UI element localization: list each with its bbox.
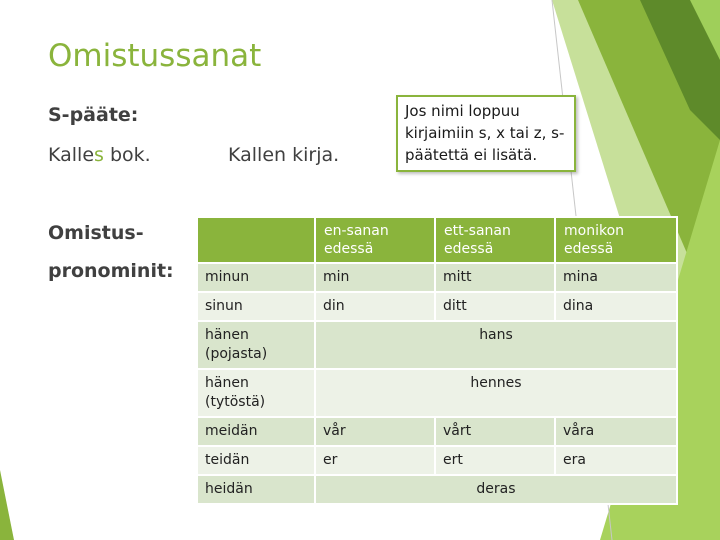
ett-cell: vårt [435,417,555,446]
en-cell: er [315,446,435,475]
header-plural: monikon edessä [555,217,677,263]
person-cell: hänen (pojasta) [197,321,315,369]
example-finnish: Kallen kirja. [228,144,340,166]
en-cell: din [315,292,435,321]
person-cell: hänen (tytöstä) [197,369,315,417]
note-callout: Jos nimi loppuu kirjaimiin s, x tai z, s-päätettä ei lisätä. [396,95,576,172]
header-en: en-sanan edessä [315,217,435,263]
table-row [197,475,677,504]
person-cell: teidän [197,446,315,475]
table-row [197,321,677,369]
merged-cell: hans [315,321,677,369]
person-cell: sinun [197,292,315,321]
example-name: Kalle [48,144,95,166]
example-s-ending: s [94,144,104,166]
example-swedish [48,144,151,166]
table-row [197,369,677,417]
person-cell: heidän [197,475,315,504]
pronouns-label-line2: pronominit: [48,260,174,282]
person-cell: meidän [197,417,315,446]
ett-cell: mitt [435,263,555,292]
header-empty [197,217,315,263]
ett-cell: ditt [435,292,555,321]
en-cell: vår [315,417,435,446]
en-cell: min [315,263,435,292]
plural-cell: era [555,446,677,475]
table-header-row [197,217,677,263]
table-row [197,417,677,446]
merged-cell: hennes [315,369,677,417]
person-cell: minun [197,263,315,292]
s-paate-label: S-pääte: [48,104,139,126]
pronouns-label-line1: Omistus- [48,222,144,244]
merged-cell: deras [315,475,677,504]
ett-cell: ert [435,446,555,475]
slide-title: Omistussanat [48,38,262,74]
plural-cell: våra [555,417,677,446]
table-row [197,292,677,321]
plural-cell: mina [555,263,677,292]
example-noun: bok. [103,144,151,166]
plural-cell: dina [555,292,677,321]
possessive-pronoun-table [196,216,678,505]
facet-bottom-left [0,470,14,540]
table-row [197,263,677,292]
table-row [197,446,677,475]
header-ett: ett-sanan edessä [435,217,555,263]
